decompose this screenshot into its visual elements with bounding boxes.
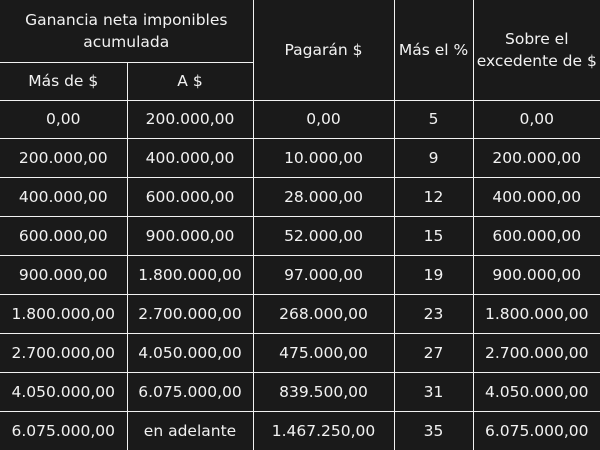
table-body <box>0 100 600 450</box>
table-row <box>0 333 600 372</box>
cell-mas-de: 4.050.000,00 <box>0 372 127 411</box>
cell-a: 1.800.000,00 <box>127 256 253 295</box>
cell-mas-el: 27 <box>394 333 473 372</box>
cell-pagaran: 52.000,00 <box>253 217 394 256</box>
cell-sobre-excedente: 2.700.000,00 <box>473 333 600 372</box>
cell-mas-de: 6.075.000,00 <box>0 411 127 450</box>
cell-sobre-excedente: 400.000,00 <box>473 178 600 217</box>
cell-a: 6.075.000,00 <box>127 372 253 411</box>
cell-mas-de: 1.800.000,00 <box>0 294 127 333</box>
header-sobre-excedente: Sobre el excedente de $ <box>473 0 600 100</box>
cell-sobre-excedente: 200.000,00 <box>473 139 600 178</box>
table-row <box>0 178 600 217</box>
cell-pagaran: 268.000,00 <box>253 294 394 333</box>
cell-a: 400.000,00 <box>127 139 253 178</box>
table-row <box>0 100 600 139</box>
cell-pagaran: 10.000,00 <box>253 139 394 178</box>
header-pagaran: Pagarán $ <box>253 0 394 100</box>
cell-pagaran: 475.000,00 <box>253 333 394 372</box>
cell-mas-el: 35 <box>394 411 473 450</box>
table-row <box>0 411 600 450</box>
cell-pagaran: 839.500,00 <box>253 372 394 411</box>
cell-a: 900.000,00 <box>127 217 253 256</box>
cell-mas-de: 400.000,00 <box>0 178 127 217</box>
cell-mas-el: 23 <box>394 294 473 333</box>
cell-mas-de: 900.000,00 <box>0 256 127 295</box>
cell-sobre-excedente: 1.800.000,00 <box>473 294 600 333</box>
cell-mas-el: 15 <box>394 217 473 256</box>
cell-pagaran: 0,00 <box>253 100 394 139</box>
cell-sobre-excedente: 0,00 <box>473 100 600 139</box>
cell-sobre-excedente: 4.050.000,00 <box>473 372 600 411</box>
table-row <box>0 217 600 256</box>
cell-mas-de: 2.700.000,00 <box>0 333 127 372</box>
cell-pagaran: 97.000,00 <box>253 256 394 295</box>
cell-mas-el: 5 <box>394 100 473 139</box>
cell-pagaran: 28.000,00 <box>253 178 394 217</box>
cell-pagaran: 1.467.250,00 <box>253 411 394 450</box>
cell-a: en adelante <box>127 411 253 450</box>
header-mas-el-porcentaje: Más el % <box>394 0 473 100</box>
cell-mas-el: 9 <box>394 139 473 178</box>
cell-sobre-excedente: 600.000,00 <box>473 217 600 256</box>
cell-mas-el: 12 <box>394 178 473 217</box>
cell-a: 600.000,00 <box>127 178 253 217</box>
cell-mas-el: 19 <box>394 256 473 295</box>
table-row <box>0 372 600 411</box>
table-row <box>0 294 600 333</box>
header-mas-de: Más de $ <box>0 62 127 100</box>
cell-sobre-excedente: 6.075.000,00 <box>473 411 600 450</box>
cell-sobre-excedente: 900.000,00 <box>473 256 600 295</box>
header-a: A $ <box>127 62 253 100</box>
table-row <box>0 256 600 295</box>
cell-mas-de: 200.000,00 <box>0 139 127 178</box>
cell-a: 4.050.000,00 <box>127 333 253 372</box>
cell-mas-el: 31 <box>394 372 473 411</box>
cell-a: 2.700.000,00 <box>127 294 253 333</box>
cell-mas-de: 600.000,00 <box>0 217 127 256</box>
cell-a: 200.000,00 <box>127 100 253 139</box>
cell-mas-de: 0,00 <box>0 100 127 139</box>
table-row <box>0 139 600 178</box>
header-ganancia-neta: Ganancia neta imponibles acumulada <box>0 0 253 62</box>
